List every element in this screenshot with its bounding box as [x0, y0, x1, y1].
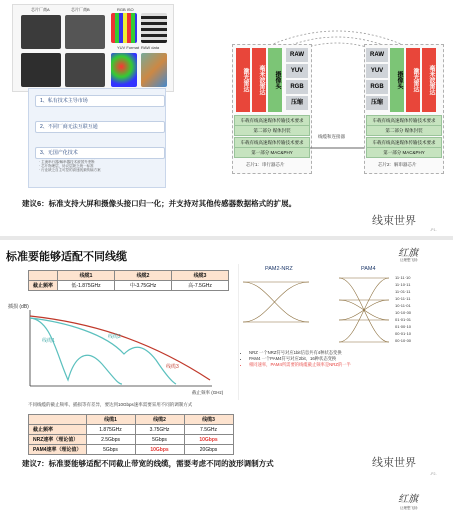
format-raw: RAW — [286, 48, 308, 62]
pam-note: • PAM4 一个PAM4符号对应2bit，16种状态变换 — [249, 356, 399, 362]
table-cell: 2.5Gbps — [86, 435, 135, 445]
rgb-circle-image — [111, 53, 137, 87]
pam4-level-label: 10·11·01 — [395, 303, 411, 308]
stack-layer: 车载有线高速媒体传输技术要求 — [234, 137, 310, 148]
table-header: 线缆2 — [135, 415, 184, 425]
slide-interface-unification — [0, 0, 453, 236]
stack-layer: 车载有线高速媒体传输技术要求 — [366, 137, 442, 148]
watermark: 线束世界 — [372, 457, 416, 469]
pam4-level-label: 00·01·10 — [395, 331, 412, 336]
table-row — [29, 445, 234, 455]
pam4-level-label: 11·01·11 — [395, 289, 411, 294]
photo-caption: YUV Format — [117, 45, 140, 50]
table-cell: 中-3.75GHz — [115, 281, 172, 291]
table-cell: NRZ速率（理论值） — [29, 435, 87, 445]
link-label: 线缆和连接器 — [318, 134, 345, 139]
camera-photo-montage — [12, 4, 174, 92]
table-header: 线缆2 — [115, 271, 172, 281]
table-header: 线缆1 — [86, 415, 135, 425]
table-cell: 1.875GHz — [86, 425, 135, 435]
pam-note: • NRZ 一个NRZ符号对应1bit信息共有4种状态变换 — [249, 350, 399, 356]
problem-item: 2、不同厂商无法互联互通 — [35, 121, 165, 133]
format-compressed: 压缩 — [286, 96, 308, 110]
problem-detail: · 主流串行器/解串器技术被国外垄断 · 芯片物理层、协议层缺乏统一标准 · 行业缺乏自主可控的高速视频传输方案 — [39, 160, 101, 172]
table-cell: 7.5GHz — [184, 425, 233, 435]
format-compressed: 压缩 — [366, 96, 388, 110]
stack-layer: 第一部分 MAC&PHY — [234, 147, 310, 158]
table-cell: 5Gbps — [86, 445, 135, 455]
y-axis-label: 插损 (dB) — [8, 304, 29, 310]
table-header: 线缆1 — [58, 271, 115, 281]
lidar-block: 激光雷达 — [406, 48, 420, 112]
series-line-3 — [30, 316, 210, 380]
insertion-loss-chart — [6, 298, 224, 396]
stack-layer: 第一部分 MAC&PHY — [366, 147, 442, 158]
table-cell: 5Gbps — [135, 435, 184, 445]
photo-caption: 芯片厂商B — [71, 7, 90, 12]
format-raw: RAW — [366, 48, 388, 62]
camera-block: 摄像头 — [268, 48, 282, 112]
camera-photo — [21, 15, 61, 49]
series-label: 线缆2 — [108, 334, 121, 340]
cable-note: 不同线缆的截止频率、插损等有差异，要达到10Gbps速率需要采用不同的调制方式 — [28, 402, 193, 407]
pam4-level-label: 10·10·00 — [395, 310, 412, 315]
pattern-image — [141, 13, 167, 43]
photo-caption: RGB ISO — [117, 7, 134, 12]
table-cell: 3.75GHz — [135, 425, 184, 435]
stack-layer: 第二部分 媒体封装 — [366, 125, 442, 136]
problem-item: 3、无国产化技术 — [35, 147, 165, 159]
color-chart-image — [111, 13, 137, 43]
watermark: 线束世界 — [372, 215, 416, 227]
radar-block: 毫米波雷达 — [252, 48, 266, 112]
page-number: -P1- — [430, 228, 437, 232]
hongqi-logo: 红旗 — [398, 494, 418, 505]
cutoff-table — [28, 270, 229, 291]
pam4-level-label: 11·11·10 — [395, 275, 411, 280]
camera-photo — [21, 53, 61, 87]
table-header: 线缆3 — [172, 271, 229, 281]
pam4-level-label: 10·11·11 — [395, 296, 411, 301]
serializer-caption: 芯片1：串行器芯片 — [246, 162, 285, 167]
table-row — [29, 425, 234, 435]
radar-block: 毫米波雷达 — [422, 48, 436, 112]
pam4-level-list — [395, 274, 445, 344]
series-label: 线缆1 — [42, 338, 55, 344]
slide-title: 标准要能够适配不同线缆 — [6, 251, 127, 263]
table-header — [29, 271, 58, 281]
hongqi-logo: 红旗 — [398, 248, 418, 259]
pam4-level-label: 01·00·10 — [395, 324, 412, 329]
page-number: -P2- — [430, 472, 437, 476]
pam-notes — [239, 350, 399, 368]
table-cell: 高-7.5GHz — [172, 281, 229, 291]
table-cell: 10Gbps — [184, 435, 233, 445]
stack-layer: 车载有线高速媒体传输技术要求 — [234, 115, 310, 126]
camera-block: 摄像头 — [390, 48, 404, 112]
series-label: 线缆3 — [166, 364, 179, 370]
table-cell: 截止频率 — [29, 425, 87, 435]
lidar-block: 激光雷达 — [236, 48, 250, 112]
stack-layer: 车载有线高速媒体传输技术要求 — [366, 115, 442, 126]
format-rgb: RGB — [366, 80, 388, 94]
camera-photo — [65, 15, 105, 49]
series-line-2 — [30, 318, 176, 384]
camera-photo — [65, 53, 105, 87]
slide-cable-adaptation — [0, 240, 453, 526]
pam-eye-diagram — [238, 264, 447, 400]
serdes-architecture-diagram — [232, 18, 442, 173]
logo-slogan: 让理想飞扬 — [400, 258, 418, 262]
photo-caption: RAW data — [141, 45, 160, 50]
table-row — [29, 435, 234, 445]
format-yuv: YUV — [366, 64, 388, 78]
logo-slogan: 让理想飞扬 — [400, 506, 418, 510]
format-yuv: YUV — [286, 64, 308, 78]
pam4-label: PAM4 — [361, 266, 376, 272]
deserializer-caption: 芯片2：解串器芯片 — [378, 162, 417, 167]
photo-caption: 芯片厂商A — [31, 7, 50, 12]
pam2-label: PAM2-NRZ — [265, 266, 293, 272]
table-header — [29, 415, 87, 425]
format-rgb: RGB — [286, 80, 308, 94]
pam4-level-label: 11·10·11 — [395, 282, 411, 287]
pam4-level-label: 00·10·00 — [395, 338, 412, 343]
table-cell: 20Gbps — [184, 445, 233, 455]
rate-table — [28, 414, 234, 455]
pam4-level-label: 01·01·01 — [395, 317, 412, 322]
table-row — [29, 281, 229, 291]
x-axis-label: 截止频率 (GHz) — [192, 390, 224, 395]
suggestion-6-caption: 建议6：标准支持大屏和摄像头接口归一化；并支持对其他传感器数据格式的扩展。 — [22, 199, 297, 208]
raw-image — [141, 53, 167, 87]
pam-note: • 相同速率，PAM4所需要的线缆截止频率是NRZ的一半 — [249, 362, 399, 368]
stack-layer: 第二部分 媒体封装 — [234, 125, 310, 136]
suggestion-7-caption: 建议7：标准要能够适配不同截止带宽的线缆，需要考虑不同的波形调制方式 — [22, 459, 274, 468]
problem-list — [28, 88, 166, 188]
table-cell: PAM4速率（理论值） — [29, 445, 87, 455]
cable-link — [310, 138, 364, 158]
table-header: 线缆3 — [184, 415, 233, 425]
table-cell: 低-1.875GHz — [58, 281, 115, 291]
table-cell: 截止频率 — [29, 281, 58, 291]
problem-item: 1、私有技术主导市场 — [35, 95, 165, 107]
table-cell: 10Gbps — [135, 445, 184, 455]
